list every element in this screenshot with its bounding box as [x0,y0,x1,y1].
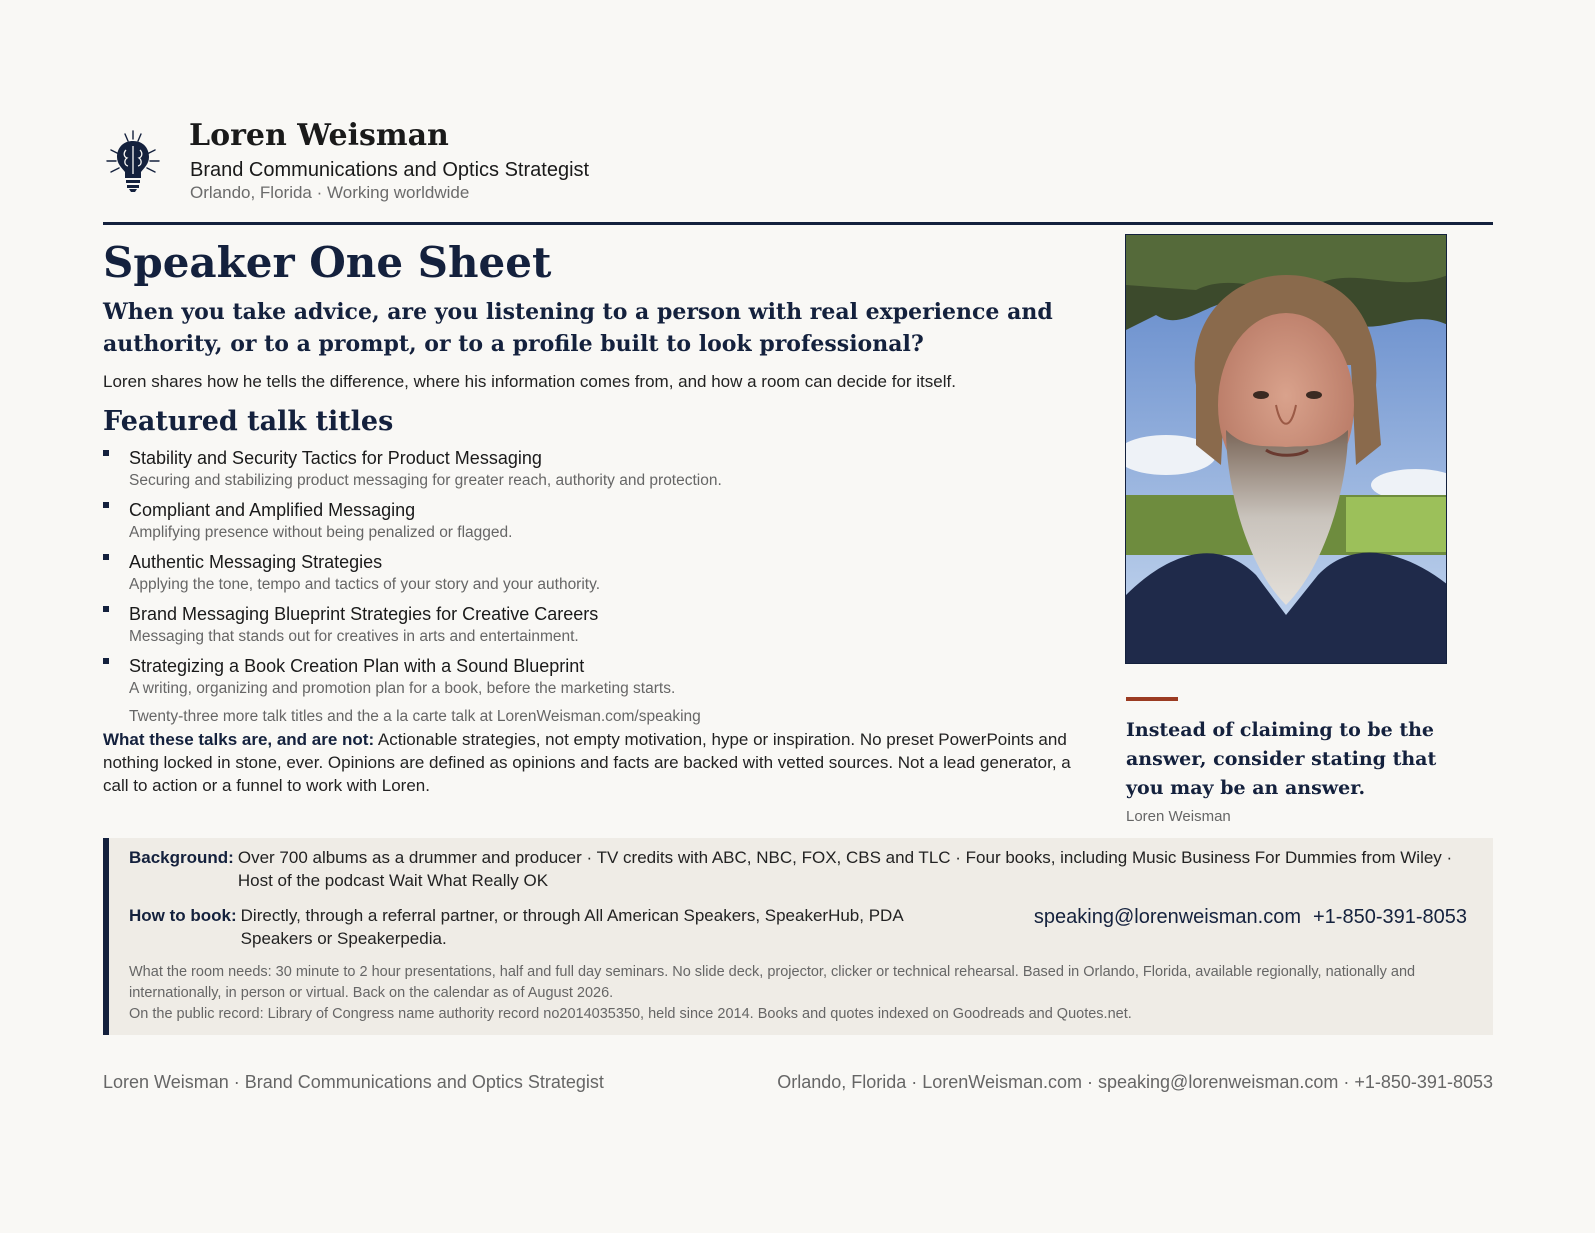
header-name: Loren Weisman [189,118,449,153]
booking-text: Directly, through a referral partner, or through All American Speakers, SpeakerHub, PDA Speakers or Speakerpedia. [240,906,903,948]
footer-right: Orlando, Florida · LorenWeisman.com · speaking@lorenweisman.com · +1-850-391-8053 [777,1072,1493,1092]
lightbulb-brain-icon [103,128,163,194]
page-title: Speaker One Sheet [103,238,552,287]
talk-title: Authentic Messaging Strategies [129,552,383,572]
talk-title: Strategizing a Book Creation Plan with a Sound Blueprint [129,656,585,676]
booking-row [129,904,909,950]
speaker-portrait [1125,234,1447,664]
notes-label: What these talks are, and are not: [103,730,375,749]
quote-accent-bar [1126,697,1178,701]
talk-description: A writing, organizing and promotion plan for a book, before the marketing starts. [129,680,676,697]
more-talks-link[interactable]: Twenty-three more talk titles and the a la carte talk at LorenWeisman.com/speaking [129,708,701,725]
talk-description: Applying the tone, tempo and tactics of your story and your authority. [129,576,601,593]
talk-title: Stability and Security Tactics for Product Messaging [129,448,542,468]
talk-item [103,498,1103,544]
bullet-icon [103,658,109,664]
header-divider [103,222,1493,225]
talk-title: Compliant and Amplified Messaging [129,500,416,520]
notes-text: Actionable strategies, not empty motivation, hype or inspiration. No preset PowerPoints and nothing locked in stone, ever. Opinions are defined as opinions and facts are backed with vetted sources. Not a lead generator, a call to action or a funnel to work with Loren. [103,730,1071,795]
talk-description: Messaging that stands out for creatives in arts and entertainment. [129,628,579,645]
talk-item [103,550,1103,596]
talk-item [103,654,1103,700]
booking-label: How to book: [129,906,237,925]
background-label: Background: [129,848,234,867]
page-header [103,118,1493,222]
talk-list [103,446,1103,700]
background-row [129,846,1459,892]
intro-text: Loren shares how he tells the difference, where his information comes from, and how a room can decide for itself. [103,372,956,391]
phone-link[interactable]: +1-850-391-8053 [1312,906,1467,928]
header-location: Orlando, Florida · Working worldwide [190,183,470,202]
email-link[interactable]: speaking@lorenweisman.com [1033,906,1301,928]
bullet-icon [103,606,109,612]
bullet-icon [103,554,109,560]
info-panel [103,838,1493,1035]
bullet-icon [103,502,109,508]
talk-notes [103,728,1078,797]
talk-description: Amplifying presence without being penalized or flagged. [129,524,513,541]
featured-talks-heading: Featured talk titles [103,406,394,437]
main-content [103,238,1103,797]
room-needs-text: What the room needs: 30 minute to 2 hour presentations, half and full day seminars. No slide deck, projector, clicker or technical rehearsal. Based in Orlando, Florida, available regionally, nationally and internationally, in person or virtual. Back on the calendar as of August 2026. [129,964,1416,1001]
talk-description: Securing and stabilizing product messaging for greater reach, authority and protection. [129,472,722,489]
pull-quote: Instead of claiming to be the answer, consider stating that you may be an answer. [1126,719,1437,799]
talk-item [103,446,1103,492]
talk-title: Brand Messaging Blueprint Strategies for Creative Careers [129,604,599,624]
background-text: Over 700 albums as a drummer and producer · TV credits with ABC, NBC, FOX, CBS and TLC · Four books, including Music Business For Dummies from Wiley · Host of the podcast Wait What Really OK [237,848,1453,890]
talk-item [103,602,1103,648]
header-role: Brand Communications and Optics Strategist [190,159,590,181]
public-record-text: On the public record: Library of Congress name authority record no2014035350, held since 2014. Books and quotes indexed on Goodreads and Quotes.net. [129,1006,1132,1022]
quote-attribution: Loren Weisman [1126,808,1231,825]
bullet-icon [103,450,109,456]
contact-info [1034,904,1467,930]
lead-question: When you take advice, are you listening to a person with real experience and authority, or to a prompt, or to a profile built to look professional? [103,299,1053,357]
footer-left: Loren Weisman · Brand Communications and Optics Strategist [103,1072,604,1092]
